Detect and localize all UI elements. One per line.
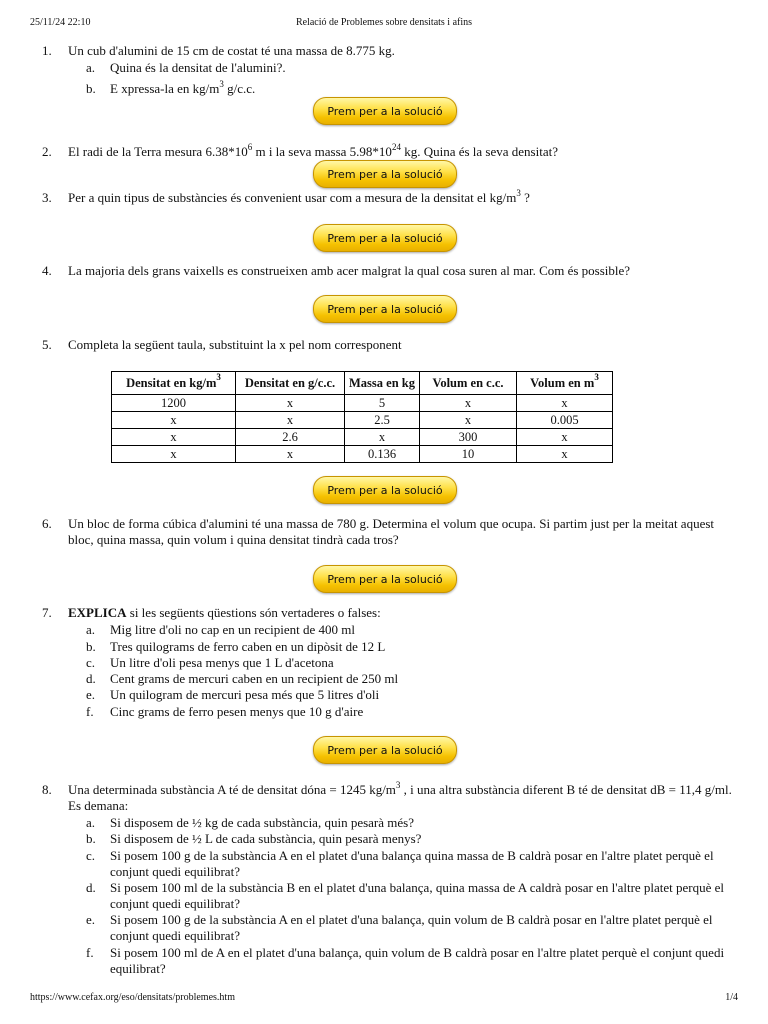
page-url: https://www.cefax.org/eso/densitats/problemes.htm: [30, 992, 235, 1003]
text-part: si les següents qüestions són vertaderes o falses:: [126, 605, 381, 620]
item-text: Mig litre d'oli no cap en un recipient de 400 ml: [110, 622, 355, 637]
item-letter: a.: [86, 815, 96, 830]
item-letter: b.: [86, 831, 96, 846]
table-cell: x: [517, 429, 613, 446]
table-cell: x: [112, 446, 236, 463]
question-number: 4.: [42, 263, 52, 278]
question-8-item: [86, 912, 726, 944]
solution-button-6[interactable]: Prem per a la solució: [313, 565, 457, 593]
item-text: Un litre d'oli pesa menys que 1 L d'acetona: [110, 655, 334, 670]
item-text: Cent grams de mercuri caben en un recipient de 250 ml: [110, 671, 399, 686]
item-text: Si posem 100 g de la substància A en el platet d'una balança quina massa de B caldrà posar en l'altre platet perquè el conjunt quedi equilibrat?: [110, 848, 714, 879]
print-header: [30, 17, 738, 33]
text-part: , i una altra substància diferent B té de densitat dB = 11,4 g/ml. Es demana:: [68, 782, 732, 813]
text-part: m i la seva massa 5.98*10: [252, 144, 392, 159]
question-8-item: [86, 815, 726, 831]
question-text: [68, 187, 732, 206]
item-text: Si posem 100 g de la substància A en el platet d'una balança, quin volum de B caldrà posar en l'altre platet perquè el conjunt quedi equilibrat?: [110, 912, 713, 943]
question-8-item: [86, 945, 726, 977]
question-7-item: [86, 704, 726, 720]
item-letter: b.: [86, 639, 96, 654]
table-header-row: [112, 372, 613, 395]
item-text: Quina és la densitat de l'alumini?.: [110, 60, 286, 75]
superscript: 6: [247, 141, 253, 152]
question-7-item: [86, 671, 726, 687]
question-7-item: [86, 622, 726, 638]
item-letter: d.: [86, 880, 96, 895]
question-text: Completa la següent taula, substituint la x pel nom corresponent: [68, 337, 402, 352]
item-letter: a.: [86, 60, 96, 75]
item-letter: c.: [86, 655, 96, 670]
table-cell: 0.136: [345, 446, 420, 463]
item-letter: e.: [86, 687, 96, 702]
question-8-item: [86, 848, 726, 880]
question-text: [68, 605, 732, 621]
table-cell: x: [236, 395, 345, 412]
superscript: 24: [391, 141, 401, 152]
item-text: Tres quilograms de ferro caben en un dipòsit de 12 L: [110, 639, 386, 654]
solution-button-4[interactable]: Prem per a la solució: [313, 295, 457, 323]
item-letter: f.: [86, 945, 94, 960]
table-row: [112, 429, 613, 446]
question-7-item: [86, 639, 726, 655]
question-7-item: [86, 687, 726, 703]
question-7: [42, 605, 732, 621]
column-header: Volum en c.c.: [420, 372, 517, 395]
question-5: [42, 337, 732, 353]
table-cell: x: [112, 429, 236, 446]
column-header: Densitat en $kg/m^3$: [112, 372, 236, 395]
question-text: [68, 141, 732, 160]
table-cell: x: [236, 446, 345, 463]
column-header: Densitat en g/c.c.: [236, 372, 345, 395]
item-text: Un quilogram de mercuri pesa més que 5 litres d'oli: [110, 687, 380, 702]
item-text-part: E xpressa-la en kg/m: [110, 81, 220, 96]
question-4: [42, 263, 732, 279]
table-cell: 300: [420, 429, 517, 446]
table-cell: x: [420, 395, 517, 412]
table-row: [112, 446, 613, 463]
table-cell: x: [517, 395, 613, 412]
question-1-item-a: [86, 60, 726, 76]
item-letter: b.: [86, 81, 96, 96]
superscript: 3: [594, 372, 599, 383]
question-6: [42, 516, 732, 548]
question-text: La majoria dels grans vaixells es construeixen amb acer malgrat la qual cosa suren al mar. Com és possible?: [68, 263, 631, 278]
question-3: [42, 187, 732, 206]
question-7-item: [86, 655, 726, 671]
question-number: 8.: [42, 782, 52, 797]
table-cell: x: [112, 412, 236, 429]
text-part: Una determinada substància A té de densitat dóna = 1245 kg/m: [68, 782, 396, 797]
text-part: ?: [520, 190, 530, 205]
superscript: 3: [216, 372, 221, 383]
page-title: Relació de Problemes sobre densitats i afins: [295, 17, 473, 28]
column-header: Volum en $m^3$: [517, 372, 613, 395]
page-number: 1/4: [725, 992, 738, 1003]
item-text: Si posem 100 ml de A en el platet d'una balança, quin volum de B caldrà posar en l'altre platet perquè el conjunt quedi equilibrat?: [110, 945, 725, 976]
superscript: 3: [219, 78, 224, 89]
question-2: [42, 141, 732, 160]
question-8: [42, 779, 732, 814]
table-cell: x: [345, 429, 420, 446]
item-text: Si posem 100 ml de la substància B en el platet d'una balança, quina massa de A caldrà posar en l'altre platet perquè el conjunt quedi equilibrat?: [110, 880, 725, 911]
table-cell: x: [517, 446, 613, 463]
item-text: Si disposem de ½ L de cada substància, quin pesarà menys?: [110, 831, 422, 846]
solution-button-2[interactable]: Prem per a la solució: [313, 160, 457, 188]
item-text: [110, 78, 726, 97]
item-text-part: g/c.c.: [223, 81, 256, 96]
solution-button-7[interactable]: Prem per a la solució: [313, 736, 457, 764]
question-1: [42, 43, 732, 59]
table-cell: 2.6: [236, 429, 345, 446]
question-text: Un cub d'alumini de 15 cm de costat té una massa de 8.775 kg.: [68, 43, 395, 58]
question-number: 5.: [42, 337, 52, 352]
density-table: [111, 371, 613, 463]
table-row: [112, 412, 613, 429]
table-cell: 0.005: [517, 412, 613, 429]
item-letter: a.: [86, 622, 96, 637]
item-text: Si disposem de ½ kg de cada substància, quin pesarà més?: [110, 815, 414, 830]
table-cell: 1200: [112, 395, 236, 412]
question-text: Un bloc de forma cúbica d'alumini té una massa de 780 g. Determina el volum que ocupa. Si partim just per la meitat aquest bloc, quina massa, quin volum i quina densitat tindrà cada tros?: [68, 516, 715, 547]
table-row: [112, 395, 613, 412]
table-cell: 10: [420, 446, 517, 463]
item-text: Cinc grams de ferro pesen menys que 10 g d'aire: [110, 704, 364, 719]
item-letter: c.: [86, 848, 96, 863]
item-letter: e.: [86, 912, 96, 927]
emphasis: EXPLICA: [68, 605, 127, 620]
question-number: 3.: [42, 190, 52, 205]
question-1-item-b: [86, 78, 726, 97]
text-part: kg. Quina és la seva densitat?: [400, 144, 558, 159]
item-letter: f.: [86, 704, 94, 719]
question-number: 6.: [42, 516, 52, 531]
superscript: 3: [395, 779, 401, 790]
solution-button-5[interactable]: Prem per a la solució: [313, 476, 457, 504]
question-8-item: [86, 880, 726, 912]
text-part: El radi de la Terra mesura 6.38*10: [68, 144, 248, 159]
table-cell: x: [420, 412, 517, 429]
question-number: 2.: [42, 144, 52, 159]
item-letter: d.: [86, 671, 96, 686]
text-part: Per a quin tipus de substàncies és convenient usar com a mesura de la densitat el kg/m: [68, 190, 517, 205]
question-8-item: [86, 831, 726, 847]
question-number: 7.: [42, 605, 52, 620]
table-cell: 5: [345, 395, 420, 412]
table-cell: x: [236, 412, 345, 429]
column-header: Massa en kg: [345, 372, 420, 395]
superscript: 3: [516, 187, 521, 198]
table-cell: 2.5: [345, 412, 420, 429]
solution-button-1[interactable]: Prem per a la solució: [313, 97, 457, 125]
print-datetime: 25/11/24 22:10: [30, 17, 91, 28]
question-text: [68, 779, 732, 814]
solution-button-3[interactable]: Prem per a la solució: [313, 224, 457, 252]
question-number: 1.: [42, 43, 52, 58]
